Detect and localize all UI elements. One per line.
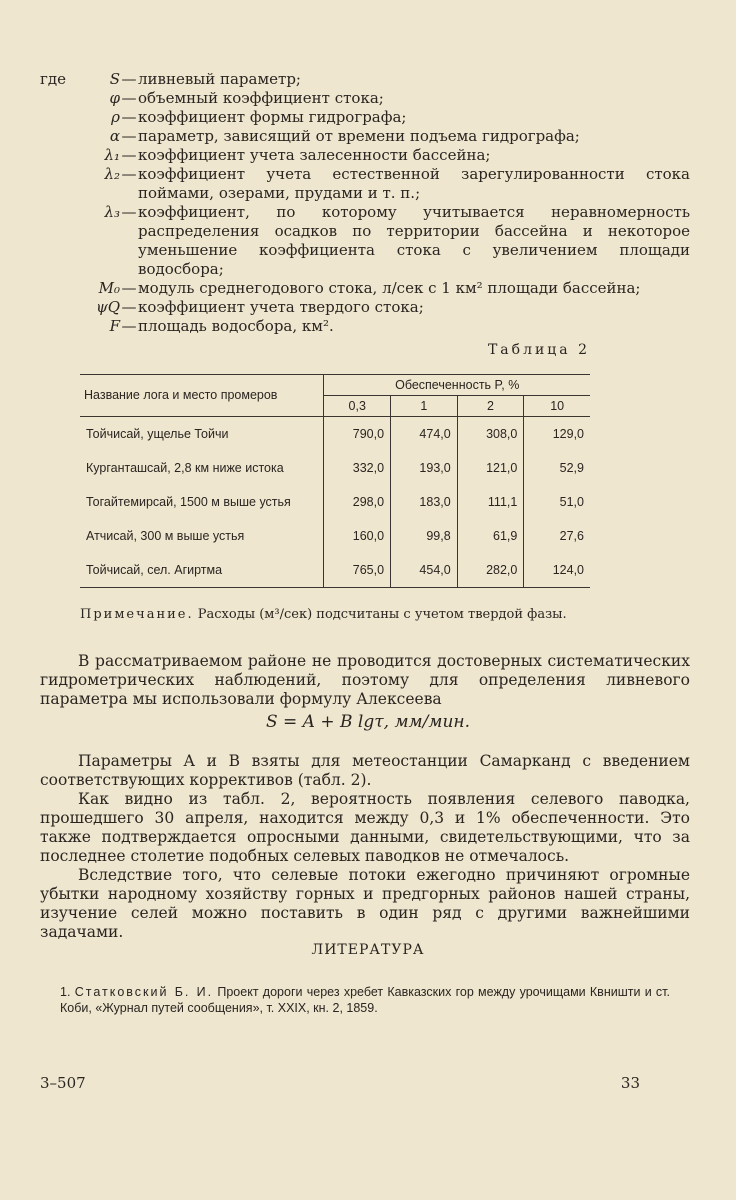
reference-author: Статковский Б. И. [74,985,214,999]
table-row [80,519,590,553]
definition-symbol: φ [109,89,120,107]
note-text: Расходы (м³/сек) подсчитаны с учетом твердой фазы. [197,607,567,622]
definition-item [40,203,690,279]
definition-dash: — [121,317,137,335]
definition-lead: где [40,70,66,88]
row-value: 111,1 [457,485,524,519]
definition-item [40,146,690,165]
definition-text: объемный коэффициент стока; [138,89,384,107]
definition-item [40,317,690,336]
paragraph: Вследствие того, что селевые потоки ежегодно причиняют огромные убытки народному хозяйству горных и предгорных районов нашей страны, изучение селей можно поставить в один ряд с другими важнейшими задачами. [40,866,690,941]
literature-title: ЛИТЕРАТУРА [311,942,425,958]
row-value: 474,0 [391,417,458,452]
definition-symbol: M₀ [98,279,120,297]
table-note [80,606,588,623]
definition-dash: — [121,127,137,145]
row-value: 129,0 [552,427,584,441]
definition-item [40,108,690,127]
definition-item [40,165,690,203]
definition-symbol: ψQ [95,298,120,316]
definition-item [40,89,690,108]
table-caption: Таблица 2 [487,342,590,358]
row-name: Тогайтемирсай, 1500 м выше устья [80,485,324,519]
formula: S = A + B lgτ, мм/мин. [265,712,471,732]
row-value: 160,0 [324,519,391,553]
definition-text: модуль среднегодового стока, л/сек с 1 км² площади бассейна; [138,279,641,297]
definition-item [40,70,690,89]
definition-dash: — [121,146,137,164]
definition-text: коэффициент формы гидрографа; [138,108,407,126]
definition-dash: — [121,203,137,221]
definition-dash: — [121,89,137,107]
definition-item [40,298,690,317]
reference-text: Проект дороги через хребет Кавказских гор между урочищами Квништи и ст. Коби, «Журнал путей сообщения», т. XXIX, кн. 2, 1859. [60,985,670,1015]
paragraph-1-block [40,652,690,709]
row-value: 308,0 [457,417,524,452]
note-label: Примечание. [80,607,194,622]
definition-dash: — [121,279,137,297]
definition-symbol: α [109,127,120,145]
definition-symbol: F [109,317,120,335]
reference-item [60,984,670,1016]
definition-text: параметр, зависящий от времени подъема гидрографа; [138,127,580,145]
definition-item [40,127,690,146]
paragraph: В рассматриваемом районе не проводится достоверных систематических гидрометрических наблюдений, поэтому для определения ливневого параметра мы использовали формулу Алексеева [40,652,690,708]
definition-dash: — [121,165,137,183]
row-value: 183,0 [391,485,458,519]
column-header-probability: 10 [524,396,590,417]
column-group-header: Обеспеченность P, % [324,375,590,396]
row-value: 193,0 [391,451,458,485]
page-number: 33 [620,1074,640,1092]
row-value: 765,0 [324,553,391,588]
definition-symbol: λ₁ [104,146,120,164]
row-value: 61,9 [457,519,524,553]
row-value: 454,0 [391,553,458,588]
column-header-name: Название лога и место промеров [80,375,324,417]
paragraph: Параметры A и B взяты для метеостанции Самарканд с введением соответствующих коррективов (табл. 2). [40,752,690,789]
column-header-probability: 0,3 [324,396,391,417]
row-name: Курганташсай, 2,8 км ниже истока [80,451,324,485]
signature-mark: 3–507 [40,1074,86,1092]
reference-number: 1. [60,985,71,999]
row-name: Тойчисай, ущелье Тойчи [80,417,324,452]
row-name: Атчисай, 300 м выше устья [80,519,324,553]
definition-text: ливневый параметр; [138,70,301,88]
definition-text: коэффициент, по которому учитывается неравномерность распределения осадков по территории бассейна и некоторое уменьшение коэффициента стока с увеличением площади водосбора; [138,203,690,278]
table-row [80,417,590,452]
column-header-probability: 2 [457,396,524,417]
definition-text: коэффициент учета твердого стока; [138,298,424,316]
table-row [80,553,590,588]
definition-text: коэффициент учета залесенности бассейна; [138,146,491,164]
row-value: 298,0 [324,485,391,519]
row-value: 52,9 [559,461,584,475]
definitions-list [40,70,690,336]
definition-item [40,279,690,298]
row-value: 99,8 [391,519,458,553]
definition-symbol: ρ [111,108,120,126]
row-value: 332,0 [324,451,391,485]
paragraph: Как видно из табл. 2, вероятность появления селевого паводка, прошедшего 30 апреля, находится между 0,3 и 1% обеспеченности. Это также подтверждается опросными данными, свидетельствующими, что за последнее столетие подобных селевых паводков не отмечалось. [40,790,690,865]
definition-dash: — [121,70,137,88]
definition-symbol: λ₂ [104,165,120,183]
row-value: 121,0 [457,451,524,485]
row-name: Тойчисай, сел. Агиртма [80,553,324,588]
definition-symbol: λ₃ [104,203,120,221]
definition-symbol: S [109,70,120,88]
row-value: 282,0 [457,553,524,588]
row-value: 124,0 [524,553,590,588]
definition-text: площадь водосбора, км². [138,317,334,335]
row-value: 790,0 [324,417,391,452]
table-row [80,485,590,519]
row-value: 51,0 [559,495,584,509]
definition-dash: — [121,108,137,126]
table-row [80,451,590,485]
definition-dash: — [121,298,137,316]
column-header-probability: 1 [391,396,458,417]
discharge-table [80,374,590,588]
definition-text: коэффициент учета естественной зарегулированности стока поймами, озерами, прудами и т. п.; [138,165,690,202]
paragraphs-block [40,752,690,942]
row-value: 27,6 [559,529,584,543]
